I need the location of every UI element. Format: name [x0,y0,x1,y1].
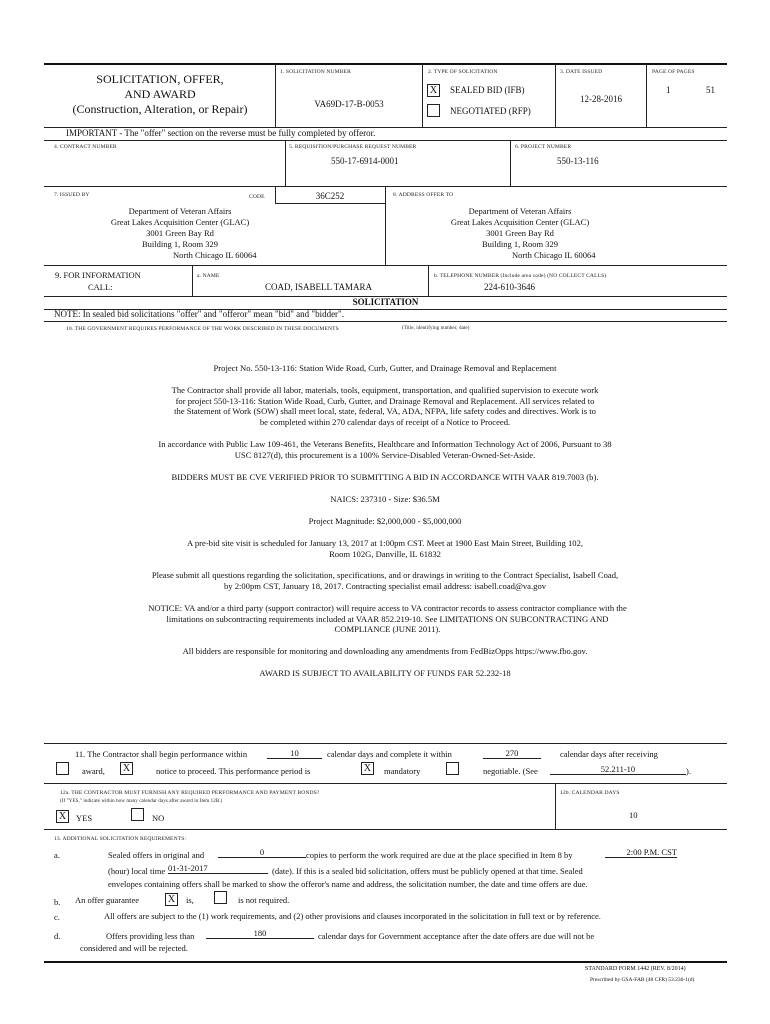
award-label: award, [82,766,105,776]
item13a-text5: envelopes containing offers shall be marked to show the offeror's name and address, the solicitation number, the date and time offers are due. [108,879,588,889]
requisition-number-label: 5. REQUISITION/PURCHASE REQUEST NUMBER [289,144,417,150]
begin-days: 10 [267,748,322,759]
calendar-days: 10 [629,810,638,820]
form-title-line2: AND AWARD [124,87,196,101]
cve-requirement: BIDDERS MUST BE CVE VERIFIED PRIOR TO SUBMITTING A BID IN ACCORDANCE WITH VAAR 819.7003 (b). [171,472,599,482]
item13a-text2: copies to perform the work required are due at the place specified in Item 8 by [306,850,573,860]
bonds-yes-label: YES [76,813,93,823]
item12a-label: 12a. THE CONTRACTOR MUST FURNISH ANY REQUIRED PERFORMANCE AND PAYMENT BONDS? [60,790,320,796]
item12b-label: 12b. CALENDAR DAYS [560,790,620,796]
contact-name-label: a. NAME [197,273,220,279]
item13a-text1: Sealed offers in original and [108,850,205,860]
item11-text2: calendar days and complete it within [327,749,452,759]
issued-by-line3: 3001 Green Bay Rd [146,228,214,238]
project-number: 550-13-116 [557,156,599,166]
item10-note: (Title, identifying number, date) [402,326,470,331]
guarantee-not-required-label: is not required. [238,895,290,905]
solicitation-heading: SOLICITATION [352,297,419,307]
negotiable-label: negotiable. (See [483,766,538,776]
page-of-pages-label: PAGE OF PAGES [652,69,695,75]
see-reference: 52.211-10 [550,764,686,775]
bonds-yes-checkbox[interactable]: X [56,810,69,823]
item11-text1: 11. The Contractor shall begin performance within [75,749,248,759]
issued-by-line4: Building 1, Room 329 [141,239,219,249]
address-line1: Department of Veteran Affairs [468,206,572,216]
address-line2: Great Lakes Acquisition Center (GLAC) [450,217,590,227]
important-notice: IMPORTANT - The "offer" section on the reverse must be fully completed by offeror. [66,128,376,138]
item13b-text1: An offer guarantee [75,895,140,905]
telephone-number: 224-610-3646 [484,282,535,292]
issuing-office-code: 36C252 [315,191,345,201]
item13a-text3: (hour) local time [108,866,166,876]
form-title-line3: (Construction, Alteration, or Repair) [72,102,248,116]
award-checkbox[interactable] [56,762,69,775]
item13c-letter: c. [54,912,60,922]
due-time: 2:00 P.M. CST [605,847,677,858]
guarantee-not-required-checkbox[interactable] [214,891,227,904]
sealed-bid-option: SEALED BID (IFB) [450,85,525,95]
guarantee-is-checkbox[interactable]: X [165,893,178,906]
item13a-text4: (date). If this is a sealed bid solicitation, offers must be publicly opened at that time. Sealed [272,866,583,876]
negotiated-checkbox[interactable] [427,104,440,117]
mandatory-label: mandatory [384,766,421,776]
negotiable-checkbox[interactable] [446,762,459,775]
item13-label: 13. ADDITIONAL SOLICITATION REQUIREMENTS: [54,836,187,842]
date-issued: 12-28-2016 [580,94,622,104]
complete-days: 270 [483,748,541,759]
amendments-paragraph: All bidders are responsible for monitoring and downloading any amendments from FedBizOpps https://www.fbo.gov. [182,646,588,656]
sealed-bid-checkbox[interactable]: X [427,84,440,97]
naics-size: NAICS: 237310 - Size: $36.5M [330,494,440,504]
item13a-letter: a. [54,850,60,860]
solicitation-number: VA69D-17-B-0053 [314,99,384,109]
project-number-label: 6. PROJECT NUMBER [515,144,572,150]
form-title-line1: SOLICITATION, OFFER, [96,72,224,86]
item12a-sublabel: (If "YES," indicate within how many calendar days after award in Item 12B.) [60,799,223,804]
item13d-text3: considered and will be rejected. [80,943,188,953]
item13c-text: All offers are subject to the (1) work requirements, and (2) other provisions and clauses incorporated in the solicitation in full text or by reference. [104,911,601,921]
sealed-bid-note: NOTE: In sealed bid solicitations "offer" and "offeror" mean "bid" and "bidder". [54,309,344,319]
issued-by-line2: Great Lakes Acquisition Center (GLAC) [110,217,250,227]
bonds-no-checkbox[interactable] [131,808,144,821]
contact-name: COAD, ISABELL TAMARA [265,282,373,292]
item13d-text1: Offers providing less than [106,931,195,941]
notice-to-proceed-checkbox[interactable]: X [120,762,133,775]
address-offer-to-label: 8. ADDRESS OFFER TO [393,192,454,198]
telephone-label: b. TELEPHONE NUMBER (Include area code) (NO COLLECT CALLS) [434,273,607,279]
date-issued-label: 3. DATE ISSUED [560,69,603,75]
address-line3: 3001 Green Bay Rd [486,228,554,238]
code-label: CODE [249,194,265,200]
total-pages: 51 [706,85,715,95]
issued-by-label: 7. ISSUED BY [54,192,90,198]
call-label: CALL: [88,282,113,292]
negotiated-option: NEGOTIATED (RFP) [450,106,531,116]
solicitation-number-label: 1. SOLICITATION NUMBER [280,69,351,75]
bonds-no-label: NO [152,813,165,823]
address-line4: Building 1, Room 329 [481,239,559,249]
due-date: 01-31-2017 [168,863,268,874]
item10-label: 10. THE GOVERNMENT REQUIRES PERFORMANCE OF THE WORK DESCRIBED IN THESE DOCUMENTS [66,326,339,332]
item13d-text2: calendar days for Government acceptance after the date offers are due will not be [318,931,595,941]
contract-number-label: 4. CONTRACT NUMBER [54,144,117,150]
see-reference-end: ). [686,766,691,776]
item11-text4: notice to proceed. This performance period is [156,766,311,776]
address-line5: North Chicago IL 60064 [512,250,596,260]
acceptance-days: 180 [206,928,314,939]
guarantee-is-label: is, [186,895,194,905]
project-title: Project No. 550-13-116: Station Wide Road, Curb, Gutter, and Drainage Removal and Replacement [213,363,557,373]
solicitation-type-label: 2. TYPE OF SOLICITATION [428,69,498,75]
for-information-label: 9. FOR INFORMATION [55,270,141,280]
public-law-paragraph: In accordance with Public Law 109-461, the Veterans Benefits, Healthcare and Information Technology Act of 2006, Pursuant to 38 USC 8127(d), this procurement is a 100% Service-Disabled Veteran-Owned-Set-Aside. [158,439,612,460]
copies-count: 0 [218,847,306,858]
va-notice-paragraph: NOTICE: VA and/or a third party (support contractor) will require access to VA contractor records to assess contractor compliance with the limitations on subcontracting requirements included at VAAR 852.219-10. See LIMITATIONS ON SUBCONTRACTING AND COMPLIANCE (JUNE 2011). [148,603,627,635]
item13b-letter: b. [54,897,61,907]
award-funds-notice: AWARD IS SUBJECT TO AVAILABILITY OF FUNDS FAR 52.232-18 [259,668,511,678]
mandatory-checkbox[interactable]: X [361,762,374,775]
project-magnitude: Project Magnitude: $2,000,000 - $5,000,000 [308,516,462,526]
issued-by-line5: North Chicago IL 60064 [173,250,257,260]
scope-paragraph: The Contractor shall provide all labor, materials, tools, equipment, transportation, and qualified supervision to execute work for project 550-13-116: Station Wide Road, Curb, Gutter, and Drainage Removal and Replacement. All services related to the Statement of Work (SOW) shall meet local, state, federal, VA, ADA, NFPA, life safety codes and directives. Work is to be completed within 270 calendar days of receipt of a Notice to Proceed. [171,385,599,427]
prescribed-by: Prescribed by GSA-FAR (48 CFR) 53.236-1(d) [590,977,695,983]
standard-form-number: STANDARD FORM 1442 (REV. 8/2014) [585,966,686,972]
item11-text3: calendar days after receiving [560,749,658,759]
questions-paragraph: Please submit all questions regarding the solicitation, specifications, and or drawings in writing to the Contract Specialist, Isabell Coad, by 2:00pm CST, January 18, 2017. Contracting specialist email address: isabell.coad@va.gov [151,570,619,591]
page-number: 1 [666,85,671,95]
requisition-number: 550-17-6914-0001 [331,156,399,166]
site-visit-paragraph: A pre-bid site visit is scheduled for January 13, 2017 at 1:00pm CST. Meet at 1900 East Main Street, Building 102, Room 102G, Danville, IL 61832 [186,538,584,559]
issued-by-line1: Department of Veteran Affairs [128,206,232,216]
item13d-letter: d. [54,931,61,941]
